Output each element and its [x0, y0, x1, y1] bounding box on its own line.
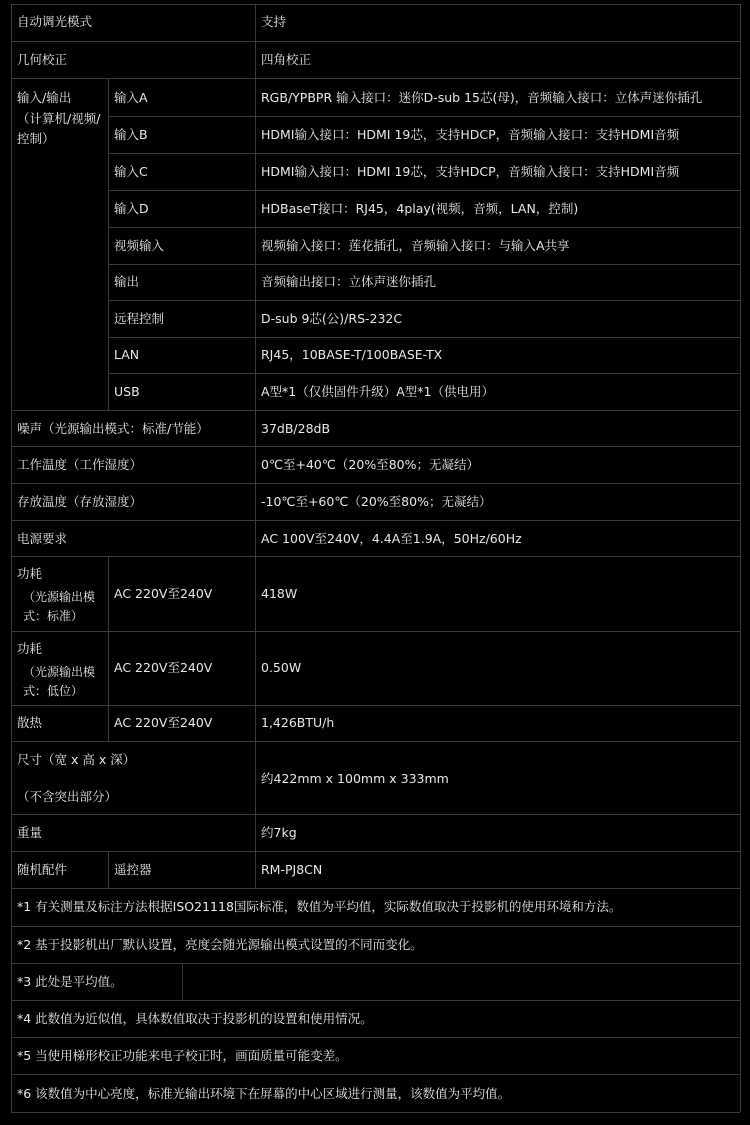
- footnote: *6 该数值为中心亮度，标准光输出环境下在屏幕的中心区域进行测量，该数值为平均值。: [17, 1086, 511, 1101]
- footnote: *3 此处是平均值。: [17, 974, 123, 989]
- io-item-value: 音频输出接口：立体声迷你插孔: [261, 274, 437, 289]
- io-item-value: A型*1（仅供固件升级）A型*1（供电用）: [261, 384, 495, 399]
- footnote: *2 基于投影机出厂默认设置，亮度会随光源输出模式设置的不同而变化。: [17, 937, 423, 952]
- spec-value: 418W: [261, 586, 298, 601]
- spec-value: 0.50W: [261, 660, 302, 675]
- spec-label: 几何校正: [17, 52, 68, 67]
- spec-label: 随机配件: [17, 862, 68, 877]
- spec-label: 工作温度（工作湿度）: [17, 457, 143, 472]
- spec-value: -10℃至+60℃（20%至80%；无凝结）: [261, 494, 492, 509]
- spec-label: 噪声（光源输出模式：标准/节能）: [17, 421, 209, 436]
- spec-label-note: （光源输出模式：标准）: [23, 590, 96, 623]
- spec-value: AC 100V至240V，4.4A至1.9A，50Hz/60Hz: [261, 531, 522, 546]
- spec-label-note: （不含突出部分）: [17, 789, 118, 804]
- spec-value: 支持: [261, 14, 287, 29]
- spec-sub: AC 220V至240V: [114, 715, 213, 730]
- io-item-value: RGB/YPBPR 输入接口：迷你D-sub 15芯(母)，音频输入接口：立体声迷你插孔: [261, 90, 703, 105]
- io-item-label: 输入B: [114, 127, 148, 142]
- spec-label: 散热: [17, 715, 43, 730]
- spec-label: 存放温度（存放湿度）: [17, 494, 143, 509]
- io-item-label: 远程控制: [114, 311, 165, 326]
- io-item-label: 输入C: [114, 164, 148, 179]
- spec-label: 电源要求: [17, 531, 68, 546]
- io-item-label: 输出: [114, 274, 140, 289]
- io-item-label: 视频输入: [114, 238, 165, 253]
- io-item-value: D-sub 9芯(公)/RS-232C: [261, 311, 403, 326]
- spec-value: 1,426BTU/h: [261, 715, 335, 730]
- io-item-label: LAN: [114, 347, 140, 362]
- spec-label: 尺寸（宽 x 高 x 深）: [17, 752, 136, 767]
- io-item-label: USB: [114, 384, 140, 399]
- spec-label: 自动调光模式: [17, 14, 93, 29]
- spec-value: 37dB/28dB: [261, 421, 331, 436]
- io-item-label: 输入D: [114, 201, 149, 216]
- spec-sub: 遥控器: [114, 862, 152, 877]
- io-item-value: 视频输入接口：莲花插孔，音频输入接口：与输入A共享: [261, 238, 570, 253]
- footnote: *4 此数值为近似值，具体数值取决于投影机的设置和使用情况。: [17, 1011, 373, 1026]
- spec-value: 约422mm x 100mm x 333mm: [261, 771, 449, 786]
- group-label: 输入/输出: [17, 90, 72, 105]
- group-note: （计算机/视频/控制）: [17, 111, 101, 146]
- spec-label-note: （光源输出模式：低位）: [23, 665, 96, 698]
- footnote: *1 有关测量及标注方法根据ISO21118国际标准，数值为平均值，实际数值取决于投影机的使用环境和方法。: [17, 899, 622, 914]
- spec-value: RM-PJ8CN: [261, 862, 323, 877]
- footnote: *5 当使用梯形校正功能来电子校正时，画面质量可能变差。: [17, 1048, 348, 1063]
- spec-label: 功耗: [17, 641, 43, 656]
- spec-label: 功耗: [17, 566, 43, 581]
- io-item-value: HDMI输入接口：HDMI 19芯，支持HDCP，音频输入接口：支持HDMI音频: [261, 164, 680, 179]
- spec-value: 约7kg: [261, 825, 297, 840]
- spec-value: 0℃至+40℃（20%至80%；无凝结）: [261, 457, 479, 472]
- io-item-value: RJ45，10BASE-T/100BASE-TX: [261, 347, 443, 362]
- spec-sub: AC 220V至240V: [114, 586, 213, 601]
- io-item-label: 输入A: [114, 90, 148, 105]
- io-item-value: HDMI输入接口：HDMI 19芯，支持HDCP，音频输入接口：支持HDMI音频: [261, 127, 680, 142]
- spec-sub: AC 220V至240V: [114, 660, 213, 675]
- io-item-value: HDBaseT接口：RJ45，4play(视频，音频，LAN，控制): [261, 201, 579, 216]
- spec-value: 四角校正: [261, 52, 312, 67]
- spec-label: 重量: [17, 825, 43, 840]
